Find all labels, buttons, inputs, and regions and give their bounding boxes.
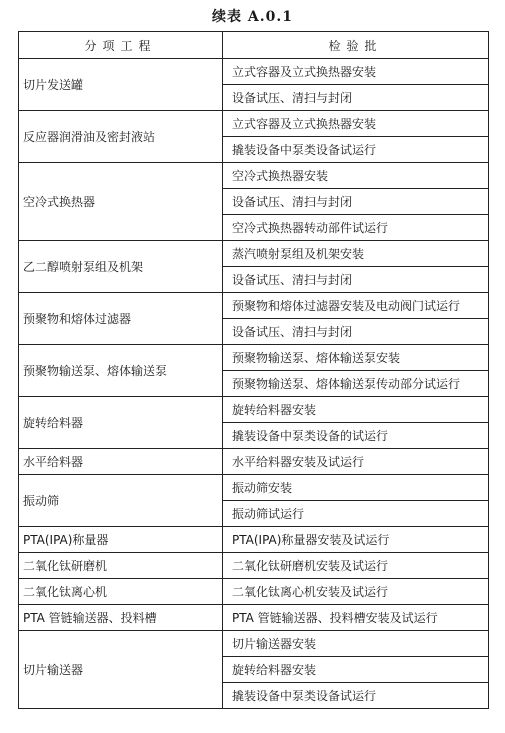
table-row <box>19 345 489 371</box>
inspection-batch-cell: 立式容器及立式换热器安装 <box>223 111 489 137</box>
inspection-batch-cell: 二氧化钛研磨机安装及试运行 <box>223 553 489 579</box>
table-row <box>19 631 489 657</box>
subproject-cell: 旋转给料器 <box>19 397 223 449</box>
inspection-batch-cell: 设备试压、清扫与封闭 <box>223 319 489 345</box>
header-subproject: 分项工程 <box>19 32 223 59</box>
table-header-row <box>19 32 489 59</box>
inspection-batch-cell: PTA 管链输送器、投料槽安装及试运行 <box>223 605 489 631</box>
table-row <box>19 111 489 137</box>
inspection-batch-cell: 设备试压、清扫与封闭 <box>223 267 489 293</box>
subproject-cell: 切片发送罐 <box>19 59 223 111</box>
table-row <box>19 293 489 319</box>
table-row <box>19 241 489 267</box>
subproject-cell: PTA(IPA)称量器 <box>19 527 223 553</box>
subproject-cell: PTA 管链输送器、投料槽 <box>19 605 223 631</box>
inspection-batch-cell: 撬装设备中泵类设备的试运行 <box>223 423 489 449</box>
table-row <box>19 397 489 423</box>
inspection-batch-cell: 振动筛试运行 <box>223 501 489 527</box>
subproject-cell: 乙二醇喷射泵组及机架 <box>19 241 223 293</box>
subproject-cell: 预聚物和熔体过滤器 <box>19 293 223 345</box>
inspection-batch-cell: 蒸汽喷射泵组及机架安装 <box>223 241 489 267</box>
inspection-batch-cell: 空冷式换热器转动部件试运行 <box>223 215 489 241</box>
inspection-batch-cell: 旋转给料器安装 <box>223 397 489 423</box>
inspection-batch-cell: PTA(IPA)称量器安装及试运行 <box>223 527 489 553</box>
subproject-cell: 预聚物输送泵、熔体输送泵 <box>19 345 223 397</box>
inspection-batch-cell: 水平给料器安装及试运行 <box>223 449 489 475</box>
inspection-batch-cell: 空冷式换热器安装 <box>223 163 489 189</box>
inspection-batch-cell: 旋转给料器安装 <box>223 657 489 683</box>
inspection-batch-cell: 振动筛安装 <box>223 475 489 501</box>
inspection-batch-cell: 预聚物和熔体过滤器安装及电动阀门试运行 <box>223 293 489 319</box>
table-row <box>19 579 489 605</box>
subproject-cell: 反应器润滑油及密封液站 <box>19 111 223 163</box>
inspection-batch-cell: 预聚物输送泵、熔体输送泵安装 <box>223 345 489 371</box>
subproject-cell: 二氧化钛离心机 <box>19 579 223 605</box>
subproject-cell: 切片输送器 <box>19 631 223 709</box>
inspection-batch-cell: 二氧化钛离心机安装及试运行 <box>223 579 489 605</box>
table-row <box>19 605 489 631</box>
table-row <box>19 527 489 553</box>
inspection-batch-cell: 预聚物输送泵、熔体输送泵传动部分试运行 <box>223 371 489 397</box>
inspection-batch-cell: 撬装设备中泵类设备试运行 <box>223 683 489 709</box>
subproject-cell: 二氧化钛研磨机 <box>19 553 223 579</box>
subproject-cell: 水平给料器 <box>19 449 223 475</box>
inspection-batch-cell: 立式容器及立式换热器安装 <box>223 59 489 85</box>
table-caption: 续表 A.0.1 <box>212 9 293 25</box>
inspection-batch-table <box>18 31 489 709</box>
inspection-batch-cell: 设备试压、清扫与封闭 <box>223 85 489 111</box>
table-row <box>19 59 489 85</box>
table-body <box>19 59 489 709</box>
subproject-cell: 空冷式换热器 <box>19 163 223 241</box>
inspection-batch-cell: 撬装设备中泵类设备试运行 <box>223 137 489 163</box>
table-row <box>19 163 489 189</box>
table-row <box>19 475 489 501</box>
subproject-cell: 振动筛 <box>19 475 223 527</box>
header-inspection-batch: 检验批 <box>223 32 489 59</box>
table-row <box>19 449 489 475</box>
inspection-batch-cell: 切片输送器安装 <box>223 631 489 657</box>
inspection-batch-cell: 设备试压、清扫与封闭 <box>223 189 489 215</box>
table-row <box>19 553 489 579</box>
